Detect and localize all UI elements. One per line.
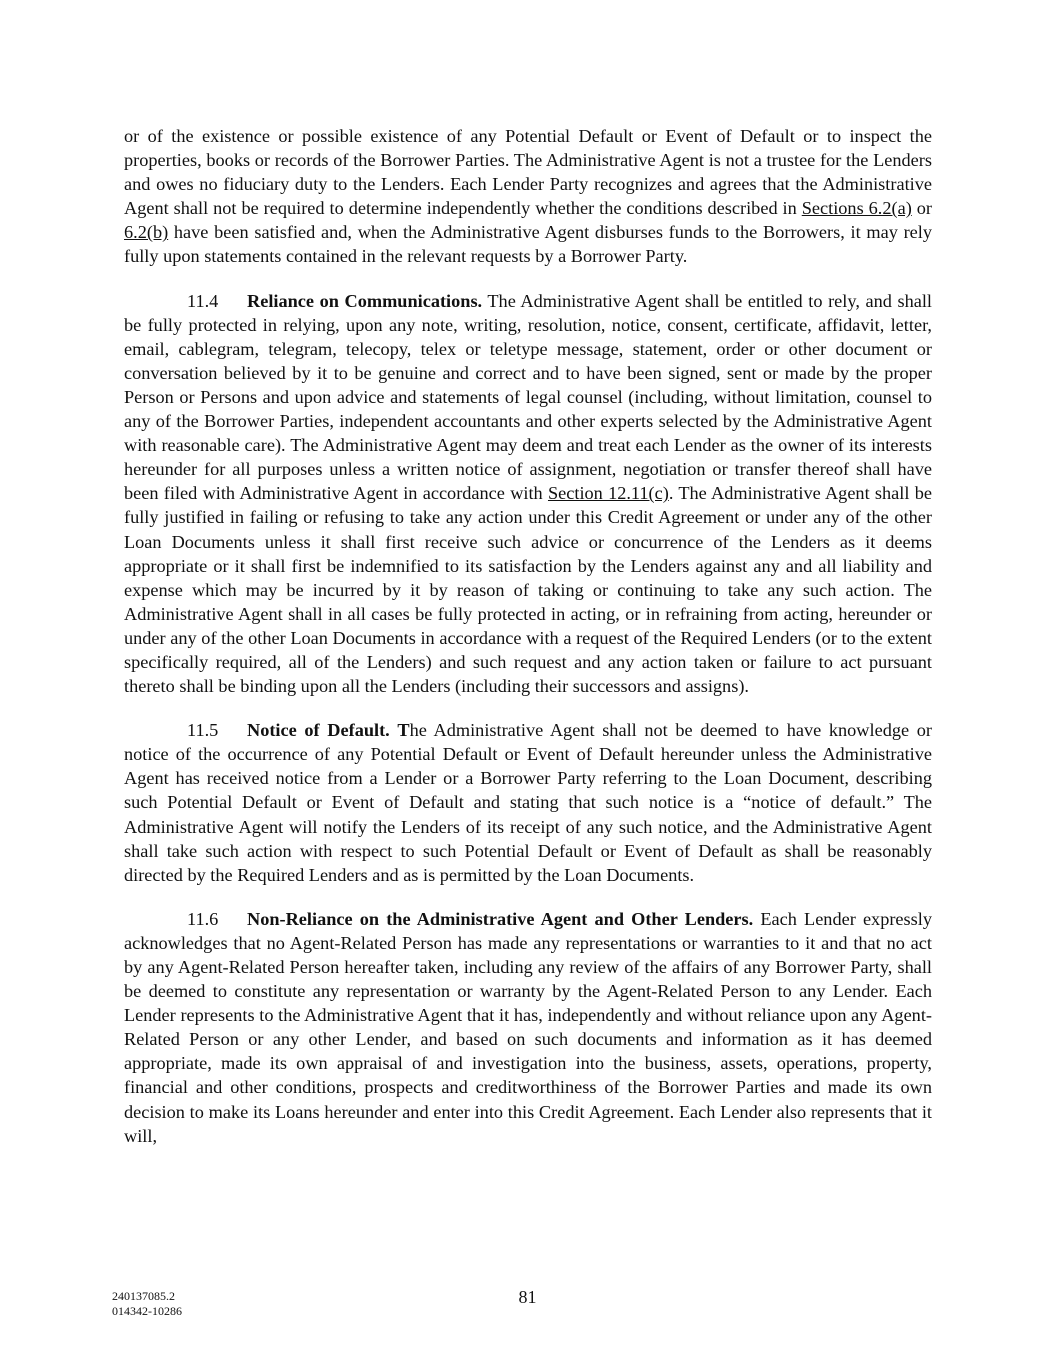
document-id-line-1: 240137085.2 xyxy=(112,1289,175,1303)
section-number: 11.6 xyxy=(187,908,219,929)
section-heading: Non-Reliance on the Administrative Agent and Other Lenders. xyxy=(247,908,754,929)
section-number: 11.5 xyxy=(187,720,219,741)
section-text: The Administrative Agent shall be entitled to rely, and shall be fully protected in relying, upon any note, writing, resolution, notice, consent, certificate, affidavit, letter, email, cablegram, telegram, telecopy, telex or teletype message, statement, order or other document or conversation believed by it to be genuine and correct and to have been signed, sent or made by the proper Person or Persons and upon advice and statements of legal counsel (including, without limitation, counsel to any of the Borrower Parties, independent accountants and other experts selected by the Administrative Agent with reasonable care). The Administrative Agent may deem and treat each Lender as the owner of its interests hereunder for all purposes unless a written notice of assignment, negotiation or transfer thereof shall have been filed with Administrative Agent in accordance with xyxy=(124,290,932,504)
paragraph-text: or xyxy=(911,198,932,219)
section-11-4 xyxy=(124,289,932,699)
paragraph-text: or of the existence or possible existence of any Potential Default or Event of Default or to inspect the properties, books or records of the Borrower Parties. The Administrative Agent is not a trustee for the Lenders and owes no fiduciary duty to the Lenders. Each Lender Party recognizes and agrees that the Administrative Agent shall not be required to determine independently whether the conditions described in xyxy=(124,126,932,219)
section-reference: Sections 6.2(a) xyxy=(801,198,912,219)
section-heading: Reliance on Communications. xyxy=(247,290,483,311)
document-body xyxy=(124,124,932,1168)
paragraph-continuation xyxy=(124,124,932,269)
section-heading: Notice of Default. xyxy=(247,720,390,741)
section-number: 11.4 xyxy=(187,290,219,311)
section-bold-letter: T xyxy=(397,720,410,741)
section-text: Each Lender expressly acknowledges that no Agent-Related Person has made any representations or warranties to it and that no act by any Agent-Related Person hereafter taken, including any review of the affairs of any Borrower Party, shall be deemed to constitute any representation or warranty by the Agent-Related Person to any Lender. Each Lender represents to the Administrative Agent that it has, independently and without reliance upon any Agent-Related Person or any other Lender, and based on such documents and information as it has deemed appropriate, made its own appraisal of and investigation into the business, assets, operations, property, financial and other conditions, prospects and creditworthiness of the Borrower Parties and made its own decision to make its Loans hereunder and enter into this Credit Agreement. Each Lender also represents that it will, xyxy=(124,908,932,1146)
paragraph-text: have been satisfied and, when the Administrative Agent disburses funds to the Borrowers, it may rely fully upon statements contained in the relevant requests by a Borrower Party. xyxy=(124,222,932,267)
section-11-5 xyxy=(124,718,932,887)
section-reference: 6.2(b) xyxy=(124,222,169,243)
section-11-6 xyxy=(124,907,932,1148)
section-text: . The Administrative Agent shall be fully justified in failing or refusing to take any action under this Credit Agreement or under any of the other Loan Documents unless it shall first receive such advice or concurrence of the Lenders as it deems appropriate or it shall first be indemnified to its satisfaction by the Lenders against any and all liability and expense which may be incurred by it by reason of taking or continuing to take any such action. The Administrative Agent shall in all cases be fully protected in acting, or in refraining from acting, hereunder or under any of the other Loan Documents in accordance with a request of the Required Lenders (or to the extent specifically required, all of the Lenders) and such request and any action taken or failure to act pursuant thereto shall be binding upon all the Lenders (including their successors and assigns). xyxy=(124,483,932,697)
document-id-line-2: 014342-10286 xyxy=(112,1304,182,1318)
page-number: 81 xyxy=(518,1287,537,1307)
section-reference: Section 12.11(c) xyxy=(547,483,669,504)
section-text: he Administrative Agent shall not be deemed to have knowledge or notice of the occurrence of any Potential Default or Event of Default hereunder unless the Administrative Agent has received notice from a Lender or a Borrower Party referring to the Loan Document, describing such Potential Default or Event of Default and stating that such notice is a “notice of default.” The Administrative Agent will notify the Lenders of its receipt of any such notice, and the Administrative Agent shall take such action with respect to such Potential Default or Event of Default as shall be reasonably directed by the Required Lenders and as is permitted by the Loan Documents. xyxy=(124,720,932,885)
